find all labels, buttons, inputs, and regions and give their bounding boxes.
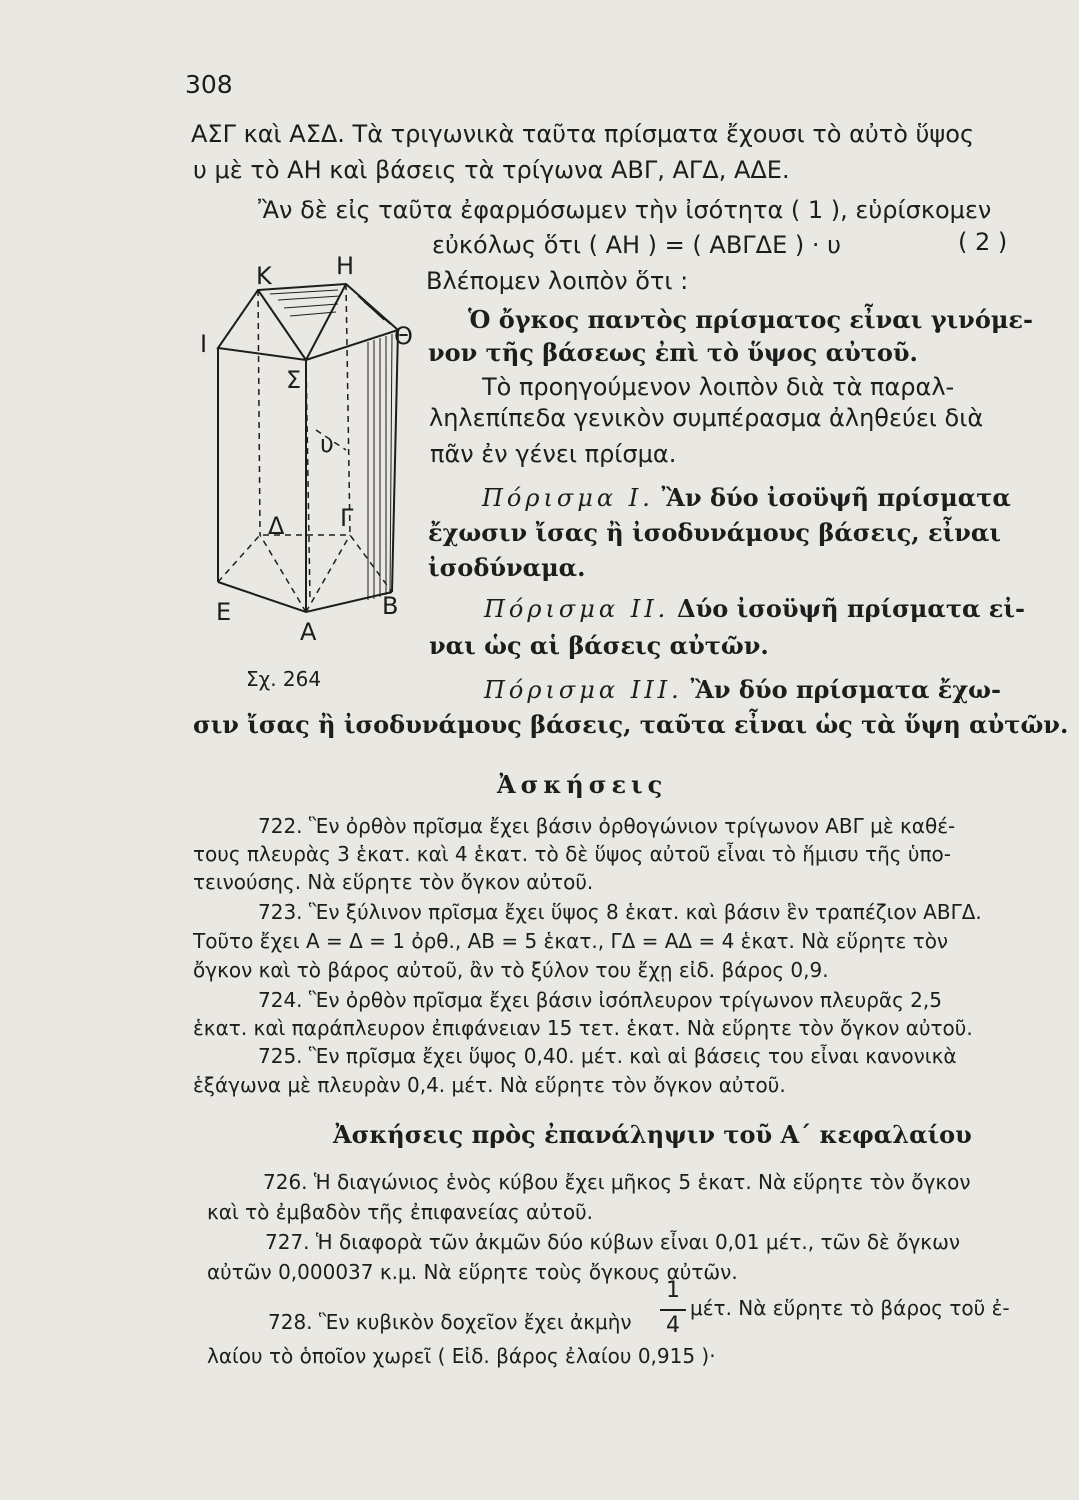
label-A: Α: [300, 618, 317, 646]
general-line-2: ληλεπίπεδα γενικὸν συμπέρασμα ἀληθεύει διὰ: [429, 404, 984, 432]
label-B: Β: [382, 592, 399, 620]
label-Sigma: Σ: [286, 366, 302, 394]
formula-number: ( 2 ): [958, 228, 1008, 256]
porisma-2-text: Δύο ἰσοϋψῆ πρίσματα εἰ-: [676, 594, 1025, 623]
intro-line-5: Βλέπομεν λοιπὸν ὅτι :: [426, 267, 689, 295]
porisma-1-first: [482, 483, 1011, 512]
intro-line-3: Ἂν δὲ εἰς ταῦτα ἐφαρμόσωμεν τὴν ἰσότητα ( 1 ), εὑρίσκομεν: [258, 196, 992, 224]
review-line: αὐτῶν 0,000037 κ.μ. Νὰ εὕρητε τοὺς ὄγκους αὐτῶν.: [207, 1260, 738, 1284]
exercise-line: 725. Ἓν πρῖσμα ἔχει ὕψος 0,40. μέτ. καὶ αἱ βάσεις του εἶναι κανονικὰ: [258, 1044, 957, 1068]
exercise-line: ὄγκον καὶ τὸ βάρος αὐτοῦ, ἂν τὸ ξύλον του ἔχῃ εἰδ. βάρος 0,9.: [193, 958, 829, 982]
porisma-2-label: Πόρισμα ΙΙ.: [484, 595, 670, 623]
review-line: μέτ. Νὰ εὕρητε τὸ βάρος τοῦ ἐ-: [690, 1296, 1010, 1320]
review-line: καὶ τὸ ἐμβαδὸν τῆς ἐπιφανείας αὐτοῦ.: [207, 1200, 594, 1224]
review-line: λαίου τὸ ὁποῖον χωρεῖ ( Εἰδ. βάρος ἐλαίου 0,915 )·: [207, 1344, 716, 1368]
porisma-3-line-2: σιν ἴσας ἢ ἰσοδυνάμους βάσεις, ταῦτα εἶναι ὡς τὰ ὕψη αὐτῶν.: [193, 710, 1069, 739]
porisma-3-first: [484, 675, 1001, 704]
figure-caption: Σχ. 264: [246, 667, 322, 691]
porisma-1-line-2: ἔχωσιν ἴσας ἢ ἰσοδυνάμους βάσεις, εἶναι: [428, 518, 1001, 547]
porisma-1-text: Ἂν δύο ἰσοϋψῆ πρίσματα: [661, 483, 1011, 512]
fraction-denominator: 4: [666, 1313, 680, 1338]
theorem-line-1: Ὁ ὄγκος παντὸς πρίσματος εἶναι γινόμε-: [468, 305, 1033, 334]
review-line: 726. Ἡ διαγώνιος ἑνὸς κύβου ἔχει μῆκος 5 ἑκατ. Νὰ εὕρητε τὸν ὄγκον: [263, 1170, 971, 1194]
porisma-1-label: Πόρισμα Ι.: [482, 484, 654, 512]
intro-line-2: υ μὲ τὸ ΑΗ καὶ βάσεις τὰ τρίγωνα ΑΒΓ, ΑΓΔ, ΑΔΕ.: [193, 156, 790, 184]
fraction-bar: [660, 1309, 686, 1311]
prism-figure: [198, 250, 428, 710]
porisma-3-text: Ἂν δύο πρίσματα ἔχω-: [690, 675, 1001, 704]
label-E: Ε: [216, 598, 232, 626]
label-Theta: Θ: [394, 322, 413, 350]
exercise-line: ἑξάγωνα μὲ πλευρὰν 0,4. μέτ. Νὰ εὕρητε τὸν ὄγκον αὐτοῦ.: [193, 1073, 786, 1097]
label-u: υ: [320, 430, 334, 458]
exercises-title: Ἀσκήσεις: [497, 770, 668, 799]
general-line-1: Τὸ προηγούμενον λοιπὸν διὰ τὰ παραλ-: [482, 373, 955, 401]
exercise-line: 723. Ἓν ξύλινον πρῖσμα ἔχει ὕψος 8 ἑκατ. καὶ βάσιν ἓν τραπέζιον ΑΒΓΔ.: [258, 900, 982, 924]
exercise-line: τους πλευρὰς 3 ἑκατ. καὶ 4 ἑκατ. τὸ δὲ ὕψος αὐτοῦ εἶναι τὸ ἥμισυ τῆς ὑπο-: [193, 842, 951, 866]
review-line: 728. Ἓν κυβικὸν δοχεῖον ἔχει ἀκμὴν: [268, 1310, 632, 1334]
review-title: Ἀσκήσεις πρὸς ἐπανάληψιν τοῦ Α΄ κεφαλαίου: [333, 1120, 972, 1149]
intro-line-1: ΑΣΓ καὶ ΑΣΔ. Τὰ τριγωνικὰ ταῦτα πρίσματα ἔχουσι τὸ αὐτὸ ὕψος: [191, 120, 975, 148]
general-line-3: πᾶν ἐν γένει πρίσμα.: [430, 440, 677, 468]
exercise-line: Τοῦτο ἔχει Α = Δ = 1 ὀρθ., ΑΒ = 5 ἑκατ., ΓΔ = ΑΔ = 4 ἑκατ. Νὰ εὕρητε τὸν: [193, 929, 949, 953]
exercise-line: 722. Ἓν ὀρθὸν πρῖσμα ἔχει βάσιν ὀρθογώνιον τρίγωνον ΑΒΓ μὲ καθέ-: [258, 814, 956, 838]
label-I: Ι: [200, 330, 208, 358]
porisma-3-label: Πόρισμα ΙΙΙ.: [484, 676, 683, 704]
porisma-2-first: [484, 594, 1025, 623]
label-H: Η: [336, 252, 355, 280]
review-line: 727. Ἡ διαφορὰ τῶν ἀκμῶν δύο κύβων εἶναι 0,01 μέτ., τῶν δὲ ὄγκων: [265, 1230, 960, 1254]
exercise-line: τεινούσης. Νὰ εὕρητε τὸν ὄγκον αὐτοῦ.: [193, 870, 594, 894]
formula: εὐκόλως ὅτι ( ΑΗ ) = ( ΑΒΓΔΕ ) · υ: [432, 231, 841, 259]
fraction-numerator: 1: [666, 1278, 680, 1303]
exercise-line: 724. Ἓν ὀρθὸν πρῖσμα ἔχει βάσιν ἰσόπλευρον τρίγωνον πλευρᾶς 2,5: [258, 988, 942, 1012]
label-Delta: Δ: [268, 512, 285, 540]
porisma-2-line-2: ναι ὡς αἱ βάσεις αὐτῶν.: [429, 631, 769, 660]
label-K: Κ: [256, 262, 272, 290]
page-number: 308: [185, 70, 233, 99]
porisma-1-line-3: ἰσοδύναμα.: [428, 553, 586, 582]
exercise-line: ἑκατ. καὶ παράπλευρον ἐπιφάνειαν 15 τετ. ἑκατ. Νὰ εὕρητε τὸν ὄγκον αὐτοῦ.: [193, 1016, 973, 1040]
theorem-line-2: νον τῆς βάσεως ἐπὶ τὸ ὕψος αὐτοῦ.: [428, 338, 918, 367]
label-Gamma: Γ: [340, 504, 354, 532]
